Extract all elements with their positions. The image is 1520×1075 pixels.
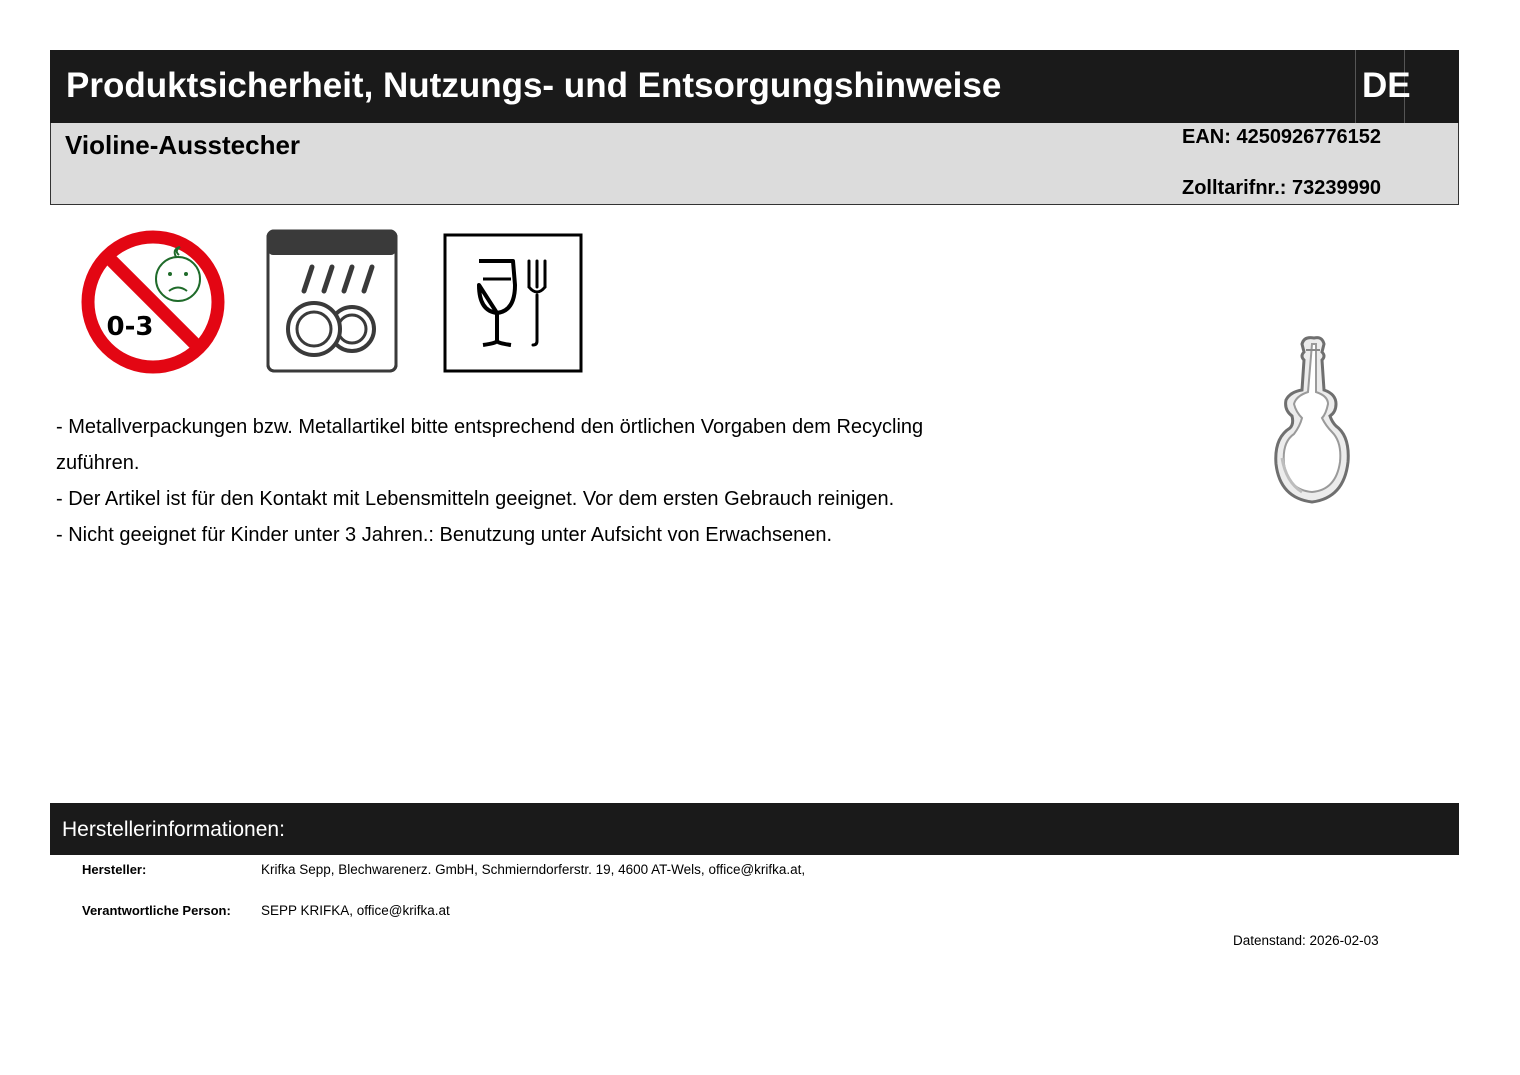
note-recycling: - Metallverpackungen bzw. Metallartikel bitte entsprechend den örtlichen Vorgaben dem Recycling bbox=[56, 416, 924, 438]
page-header bbox=[50, 50, 1459, 123]
note-recycling-continued: zuführen. bbox=[56, 452, 140, 474]
ean-number: EAN: 4250926776152 bbox=[1182, 126, 1382, 148]
customs-tariff-number: Zolltarifnr.: 73239990 bbox=[1182, 177, 1381, 199]
page-title: Produktsicherheit, Nutzungs- und Entsorgungshinweise bbox=[66, 66, 1002, 105]
manufacturer-section-title: Herstellerinformationen: bbox=[62, 818, 285, 841]
note-food-contact: - Der Artikel ist für den Kontakt mit Lebensmitteln geeignet. Vor dem ersten Gebrauch reinigen. bbox=[56, 488, 895, 510]
language-box bbox=[1355, 50, 1411, 123]
responsible-person-value: SEPP KRIFKA, office@krifka.at bbox=[261, 903, 450, 918]
manufacturer-header bbox=[50, 803, 1459, 855]
dishwasher-safe-icon bbox=[266, 229, 398, 373]
violin-cookie-cutter-image bbox=[1262, 330, 1362, 510]
language-code: DE bbox=[1362, 66, 1411, 105]
usage-notes bbox=[56, 409, 1036, 553]
product-name: Violine-Ausstecher bbox=[65, 130, 301, 160]
hersteller-value: Krifka Sepp, Blechwarenerz. GmbH, Schmierndorferstr. 19, 4600 AT-Wels, office@krifka.at, bbox=[261, 862, 806, 877]
age-label: 0-3 bbox=[106, 312, 154, 342]
food-safe-icon bbox=[443, 233, 583, 373]
not-for-children-0-3-icon bbox=[80, 229, 226, 375]
hersteller-label: Hersteller: bbox=[82, 862, 147, 877]
product-info-bar bbox=[50, 123, 1459, 205]
data-date: Datenstand: 2026-02-03 bbox=[1233, 933, 1379, 948]
responsible-person-label: Verantwortliche Person: bbox=[82, 903, 231, 918]
note-children: - Nicht geeignet für Kinder unter 3 Jahren.: Benutzung unter Aufsicht von Erwachsenen. bbox=[56, 524, 833, 546]
